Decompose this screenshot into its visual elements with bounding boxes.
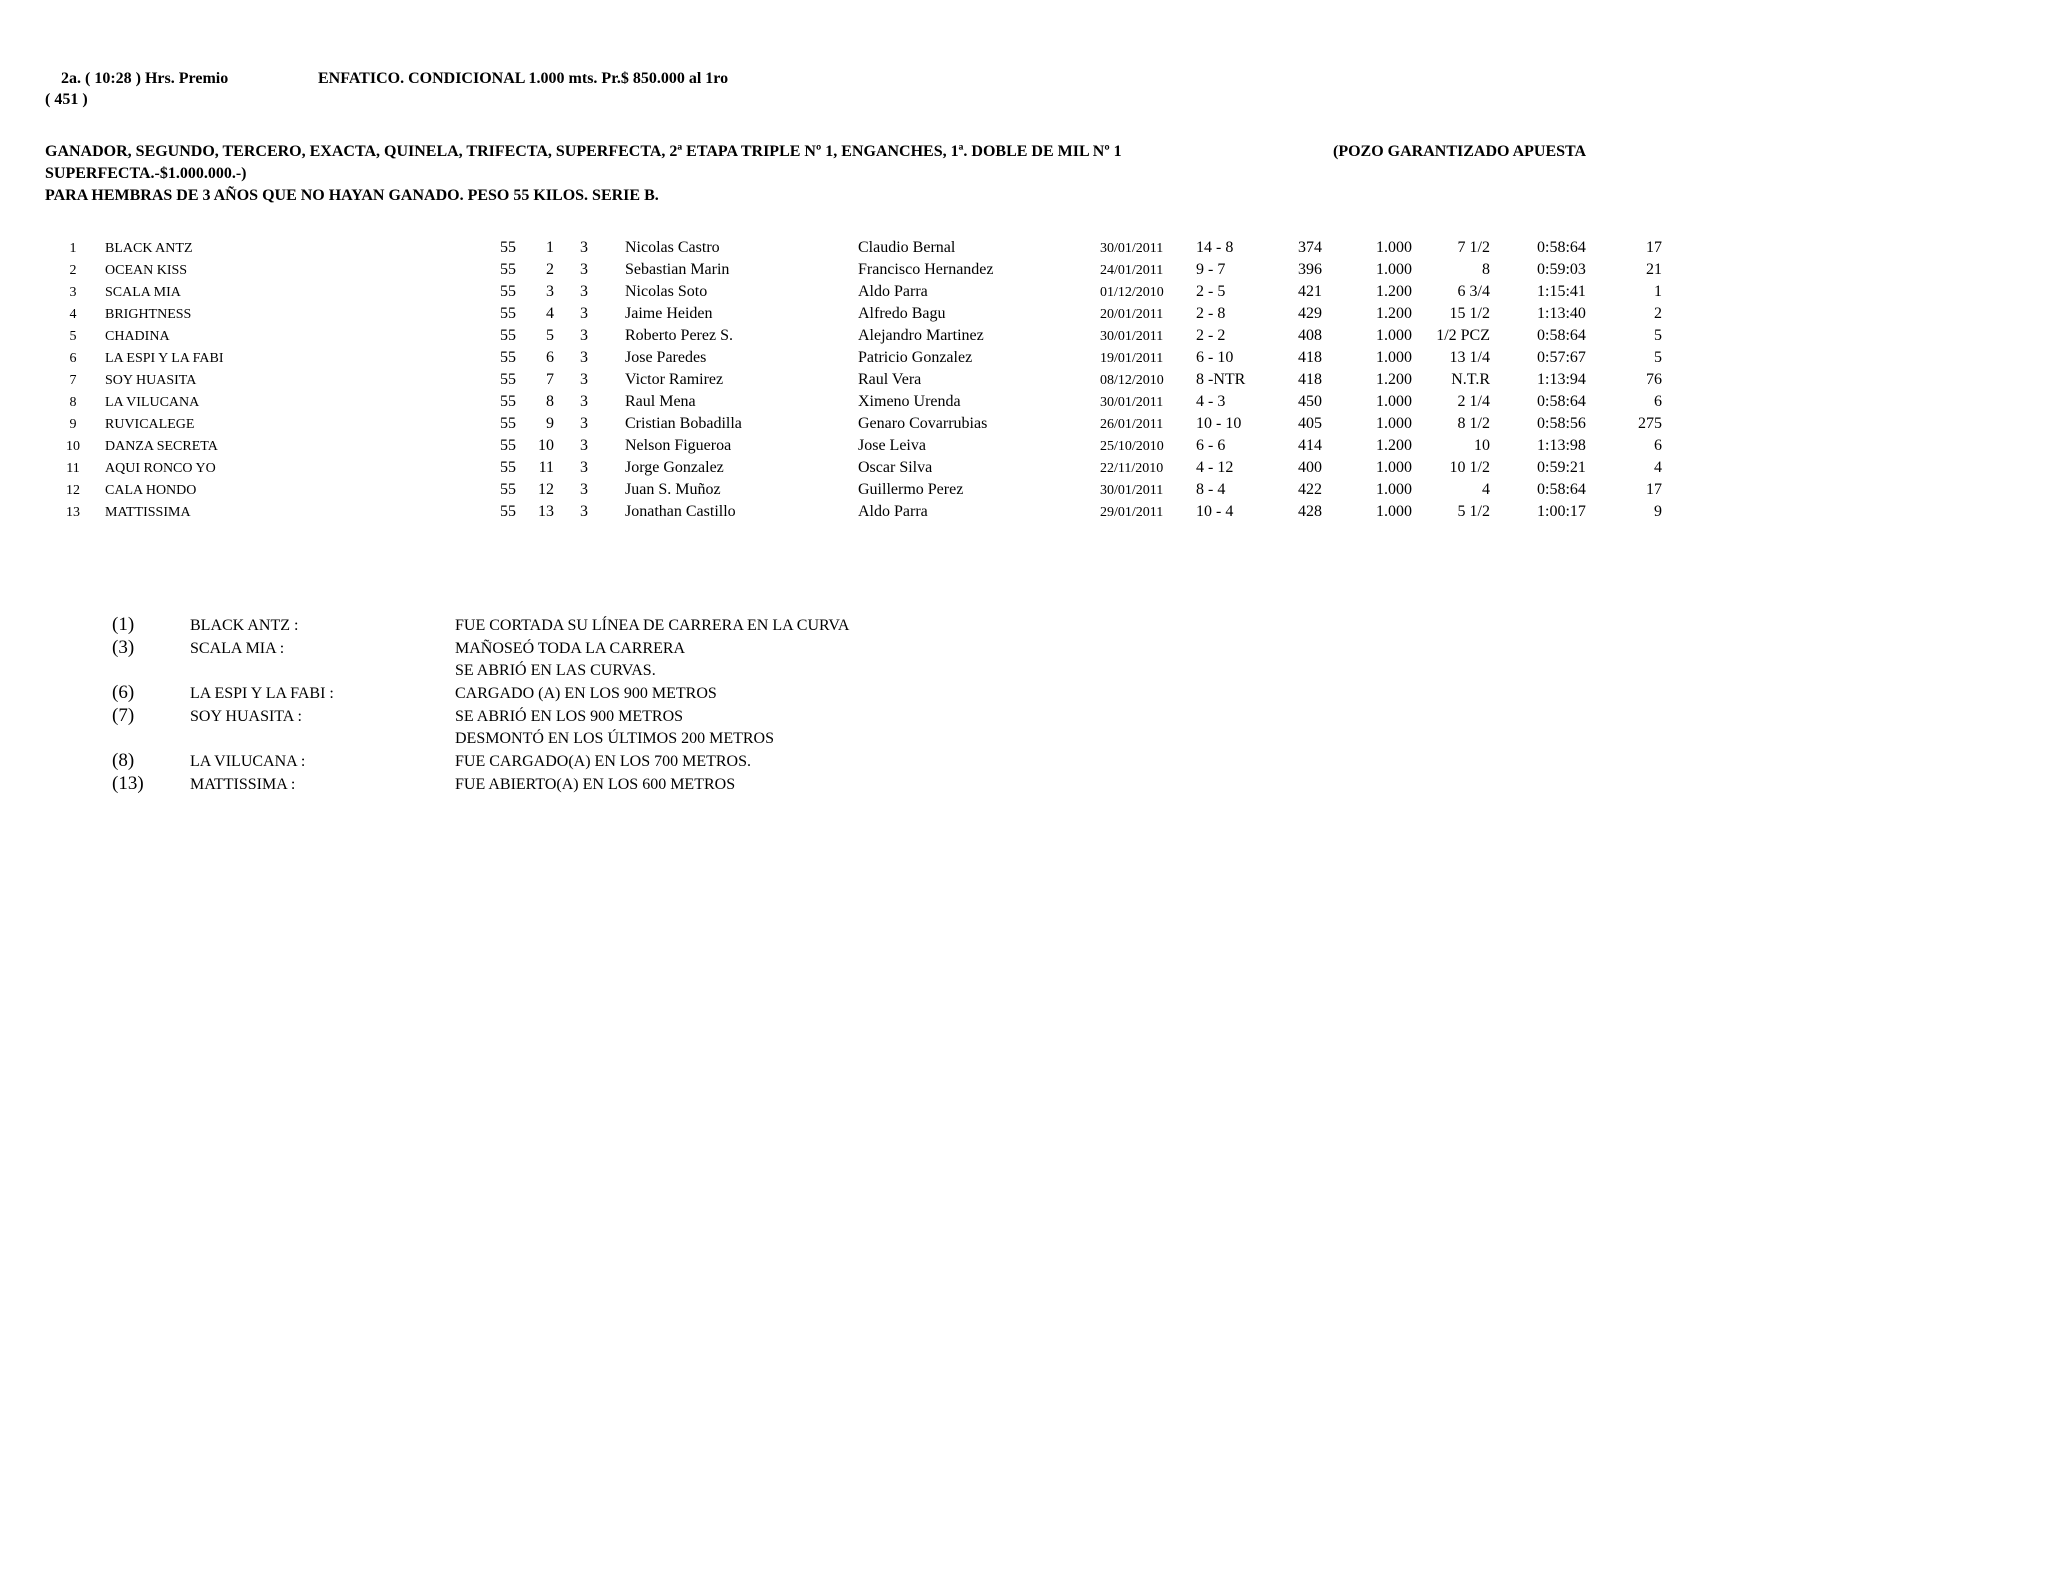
- cell-jockey: Jonathan Castillo: [625, 503, 736, 520]
- bet-types: GANADOR, SEGUNDO, TERCERO, EXACTA, QUINELA, TRIFECTA, SUPERFECTA, 2ª ETAPA TRIPLE Nº 1, ENGANCHES, 1ª. DOBLE DE MIL Nº 1: [45, 143, 1122, 160]
- cell-weight: 55: [500, 239, 516, 256]
- cell-horse: CHADINA: [105, 329, 170, 344]
- cell-place: 8 -NTR: [1196, 371, 1246, 388]
- cell-post: 3: [546, 283, 554, 300]
- cell-weight: 55: [500, 459, 516, 476]
- cell-age: 3: [580, 305, 588, 322]
- table-row: [0, 239, 2048, 261]
- cell-n: 1: [69, 241, 77, 256]
- cell-trainer: Claudio Bernal: [858, 239, 956, 256]
- cell-horse: MATTISSIMA: [105, 505, 191, 520]
- cell-trainer: Guillermo Perez: [858, 481, 964, 498]
- cell-time: 1:13:94: [1537, 371, 1586, 388]
- cell-place: 6 - 10: [1196, 349, 1234, 366]
- cell-jockey: Jose Paredes: [625, 349, 707, 366]
- cell-n: 8: [69, 395, 77, 410]
- cell-post: 12: [538, 481, 554, 498]
- cell-trainer: Raul Vera: [858, 371, 922, 388]
- cell-horse: LA ESPI Y LA FABI: [105, 351, 224, 366]
- cell-n: 12: [66, 483, 80, 498]
- cell-age: 3: [580, 371, 588, 388]
- cell-n: 5: [69, 329, 77, 344]
- incident-note-continuation: [0, 663, 2048, 685]
- incident-note: MAÑOSEÓ TODA LA CARRERA: [455, 640, 686, 657]
- incident-number: (7): [112, 705, 135, 726]
- incident-horse: MATTISSIMA :: [190, 776, 296, 793]
- cell-time: 1:13:40: [1537, 305, 1586, 322]
- incident-item: [0, 614, 2048, 640]
- cell-post: 4: [546, 305, 554, 322]
- race-title: ENFATICO. CONDICIONAL 1.000 mts. Pr.$ 850.000 al 1ro: [318, 70, 729, 87]
- cell-margin: 8 1/2: [1457, 415, 1490, 432]
- incident-note: FUE ABIERTO(A) EN LOS 600 METROS: [455, 776, 736, 793]
- cell-weight: 55: [500, 283, 516, 300]
- incident-note: DESMONTÓ EN LOS ÚLTIMOS 200 METROS: [455, 730, 774, 747]
- cell-age: 3: [580, 481, 588, 498]
- cell-margin: 4: [1482, 481, 1490, 498]
- cell-date: 29/01/2011: [1100, 505, 1164, 520]
- cell-post: 1: [546, 239, 554, 256]
- cell-time: 0:59:03: [1537, 261, 1586, 278]
- cell-odds: 4: [1654, 459, 1662, 476]
- cell-margin: 6 3/4: [1457, 283, 1490, 300]
- cell-weight: 55: [500, 415, 516, 432]
- cell-jockey: Victor Ramirez: [625, 371, 724, 388]
- cell-date: 25/10/2010: [1100, 439, 1164, 454]
- cell-date: 30/01/2011: [1100, 395, 1164, 410]
- incident-note: CARGADO (A) EN LOS 900 METROS: [455, 685, 717, 702]
- cell-km: 422: [1298, 481, 1322, 498]
- cell-trainer: Aldo Parra: [858, 283, 928, 300]
- cell-dist: 1.200: [1376, 283, 1412, 300]
- cell-horse: SCALA MIA: [105, 285, 181, 300]
- cell-n: 9: [69, 417, 77, 432]
- cell-date: 24/01/2011: [1100, 263, 1164, 278]
- table-row: [0, 437, 2048, 459]
- table-row: [0, 393, 2048, 415]
- cell-post: 6: [546, 349, 554, 366]
- cell-weight: 55: [500, 349, 516, 366]
- cell-place: 4 - 12: [1196, 459, 1234, 476]
- incident-note: SE ABRIÓ EN LAS CURVAS.: [455, 662, 656, 679]
- table-row: [0, 283, 2048, 305]
- cell-trainer: Oscar Silva: [858, 459, 933, 476]
- cell-km: 450: [1298, 393, 1322, 410]
- table-row: [0, 503, 2048, 525]
- cell-dist: 1.000: [1376, 261, 1412, 278]
- cell-n: 4: [69, 307, 77, 322]
- cell-n: 2: [69, 263, 77, 278]
- cell-weight: 55: [500, 503, 516, 520]
- cell-km: 418: [1298, 349, 1322, 366]
- cell-trainer: Ximeno Urenda: [858, 393, 961, 410]
- cell-post: 10: [538, 437, 554, 454]
- incident-note: SE ABRIÓ EN LOS 900 METROS: [455, 708, 684, 725]
- cell-time: 1:13:98: [1537, 437, 1586, 454]
- cell-dist: 1.000: [1376, 349, 1412, 366]
- cell-dist: 1.200: [1376, 437, 1412, 454]
- cell-post: 8: [546, 393, 554, 410]
- incident-horse: SCALA MIA :: [190, 640, 285, 657]
- cell-post: 13: [538, 503, 554, 520]
- cell-post: 7: [546, 371, 554, 388]
- cell-weight: 55: [500, 393, 516, 410]
- incident-number: (6): [112, 682, 135, 703]
- table-row: [0, 481, 2048, 503]
- cell-dist: 1.000: [1376, 393, 1412, 410]
- cell-km: 374: [1298, 239, 1322, 256]
- incident-item: [0, 682, 2048, 708]
- cell-horse: DANZA SECRETA: [105, 439, 218, 454]
- incident-note-continuation: [0, 731, 2048, 753]
- cell-age: 3: [580, 327, 588, 344]
- table-row: [0, 327, 2048, 349]
- cell-odds: 1: [1654, 283, 1662, 300]
- cell-dist: 1.200: [1376, 371, 1412, 388]
- cell-km: 405: [1298, 415, 1322, 432]
- cell-weight: 55: [500, 481, 516, 498]
- cell-time: 0:58:64: [1537, 393, 1586, 410]
- cell-jockey: Cristian Bobadilla: [625, 415, 742, 432]
- cell-date: 22/11/2010: [1100, 461, 1164, 476]
- cell-jockey: Nicolas Castro: [625, 239, 720, 256]
- cell-place: 10 - 10: [1196, 415, 1242, 432]
- cell-km: 408: [1298, 327, 1322, 344]
- cell-dist: 1.000: [1376, 481, 1412, 498]
- cell-time: 0:58:64: [1537, 481, 1586, 498]
- cell-place: 2 - 2: [1196, 327, 1226, 344]
- cell-margin: 5 1/2: [1457, 503, 1490, 520]
- incident-item: [0, 773, 2048, 799]
- cell-jockey: Raul Mena: [625, 393, 696, 410]
- cell-place: 14 - 8: [1196, 239, 1234, 256]
- cell-age: 3: [580, 393, 588, 410]
- cell-post: 2: [546, 261, 554, 278]
- cell-horse: LA VILUCANA: [105, 395, 200, 410]
- cell-age: 3: [580, 415, 588, 432]
- incident-number: (8): [112, 750, 135, 771]
- table-row: [0, 371, 2048, 393]
- cell-weight: 55: [500, 305, 516, 322]
- cell-date: 01/12/2010: [1100, 285, 1164, 300]
- cell-trainer: Patricio Gonzalez: [858, 349, 973, 366]
- cell-jockey: Roberto Perez S.: [625, 327, 733, 344]
- cell-date: 19/01/2011: [1100, 351, 1164, 366]
- cell-time: 1:00:17: [1537, 503, 1586, 520]
- incident-note: FUE CORTADA SU LÍNEA DE CARRERA EN LA CURVA: [455, 617, 850, 634]
- cell-time: 0:58:64: [1537, 327, 1586, 344]
- cell-dist: 1.000: [1376, 503, 1412, 520]
- cell-n: 7: [69, 373, 77, 388]
- cell-date: 30/01/2011: [1100, 241, 1164, 256]
- cell-age: 3: [580, 239, 588, 256]
- cell-km: 429: [1298, 305, 1322, 322]
- cell-dist: 1.000: [1376, 327, 1412, 344]
- cell-age: 3: [580, 283, 588, 300]
- cell-n: 11: [66, 461, 80, 476]
- cell-trainer: Alejandro Martinez: [858, 327, 984, 344]
- cell-place: 9 - 7: [1196, 261, 1226, 278]
- incidents-list: [0, 614, 2048, 799]
- cell-place: 2 - 8: [1196, 305, 1226, 322]
- cell-date: 30/01/2011: [1100, 329, 1164, 344]
- entries-table: [0, 239, 2048, 525]
- cell-margin: 10: [1474, 437, 1490, 454]
- cell-margin: 15 1/2: [1449, 305, 1490, 322]
- cell-dist: 1.000: [1376, 459, 1412, 476]
- cell-margin: 10 1/2: [1449, 459, 1490, 476]
- cell-age: 3: [580, 459, 588, 476]
- cell-time: 0:57:67: [1537, 349, 1586, 366]
- cell-n: 6: [69, 351, 77, 366]
- cell-margin: N.T.R: [1451, 371, 1490, 388]
- cell-odds: 275: [1638, 415, 1662, 432]
- incident-item: [0, 750, 2048, 776]
- cell-odds: 5: [1654, 327, 1662, 344]
- cell-time: 0:58:56: [1537, 415, 1586, 432]
- cell-odds: 17: [1646, 481, 1662, 498]
- cell-km: 421: [1298, 283, 1322, 300]
- cell-odds: 6: [1654, 393, 1662, 410]
- incident-number: (3): [112, 637, 135, 658]
- cell-n: 13: [66, 505, 80, 520]
- race-conditions: PARA HEMBRAS DE 3 AÑOS QUE NO HAYAN GANADO. PESO 55 KILOS. SERIE B.: [45, 187, 659, 204]
- cell-horse: BLACK ANTZ: [105, 241, 193, 256]
- table-row: [0, 305, 2048, 327]
- cell-place: 6 - 6: [1196, 437, 1226, 454]
- table-row: [0, 459, 2048, 481]
- cell-km: 428: [1298, 503, 1322, 520]
- cell-weight: 55: [500, 437, 516, 454]
- cell-jockey: Jaime Heiden: [625, 305, 713, 322]
- incident-number: (13): [112, 773, 144, 794]
- race-number: ( 451 ): [45, 91, 88, 108]
- cell-time: 1:15:41: [1537, 283, 1586, 300]
- cell-post: 5: [546, 327, 554, 344]
- cell-time: 0:59:21: [1537, 459, 1586, 476]
- cell-date: 20/01/2011: [1100, 307, 1164, 322]
- cell-horse: OCEAN KISS: [105, 263, 188, 278]
- cell-weight: 55: [500, 261, 516, 278]
- cell-trainer: Jose Leiva: [858, 437, 926, 454]
- cell-margin: 2 1/4: [1457, 393, 1490, 410]
- cell-date: 30/01/2011: [1100, 483, 1164, 498]
- cell-horse: CALA HONDO: [105, 483, 197, 498]
- cell-odds: 17: [1646, 239, 1662, 256]
- cell-horse: BRIGHTNESS: [105, 307, 192, 322]
- cell-margin: 13 1/4: [1449, 349, 1490, 366]
- cell-age: 3: [580, 261, 588, 278]
- cell-margin: 7 1/2: [1457, 239, 1490, 256]
- cell-age: 3: [580, 349, 588, 366]
- cell-post: 11: [538, 459, 554, 476]
- cell-jockey: Nelson Figueroa: [625, 437, 732, 454]
- cell-margin: 8: [1482, 261, 1490, 278]
- cell-odds: 9: [1654, 503, 1662, 520]
- cell-weight: 55: [500, 327, 516, 344]
- cell-place: 2 - 5: [1196, 283, 1226, 300]
- cell-km: 400: [1298, 459, 1322, 476]
- cell-place: 10 - 4: [1196, 503, 1234, 520]
- cell-time: 0:58:64: [1537, 239, 1586, 256]
- incident-note: FUE CARGADO(A) EN LOS 700 METROS.: [455, 753, 752, 770]
- cell-odds: 5: [1654, 349, 1662, 366]
- cell-trainer: Alfredo Bagu: [858, 305, 946, 322]
- incident-item: [0, 705, 2048, 731]
- cell-trainer: Aldo Parra: [858, 503, 928, 520]
- table-row: [0, 415, 2048, 437]
- cell-jockey: Juan S. Muñoz: [625, 481, 721, 498]
- race-time-label: 2a. ( 10:28 ) Hrs. Premio: [61, 70, 229, 87]
- cell-trainer: Francisco Hernandez: [858, 261, 994, 278]
- incident-item: [0, 637, 2048, 663]
- cell-date: 26/01/2011: [1100, 417, 1164, 432]
- cell-jockey: Jorge Gonzalez: [625, 459, 724, 476]
- cell-horse: SOY HUASITA: [105, 373, 197, 388]
- cell-odds: 21: [1646, 261, 1662, 278]
- cell-odds: 2: [1654, 305, 1662, 322]
- cell-horse: AQUI RONCO YO: [105, 461, 216, 476]
- cell-odds: 76: [1646, 371, 1662, 388]
- table-row: [0, 261, 2048, 283]
- incident-horse: LA ESPI Y LA FABI :: [190, 685, 334, 702]
- superfecta-guarantee: SUPERFECTA.-$1.000.000.-): [45, 165, 247, 182]
- incident-horse: BLACK ANTZ :: [190, 617, 299, 634]
- cell-n: 3: [69, 285, 77, 300]
- cell-n: 10: [66, 439, 80, 454]
- cell-post: 9: [546, 415, 554, 432]
- cell-horse: RUVICALEGE: [105, 417, 195, 432]
- cell-dist: 1.000: [1376, 415, 1412, 432]
- incident-number: (1): [112, 614, 135, 635]
- cell-km: 418: [1298, 371, 1322, 388]
- cell-km: 396: [1298, 261, 1322, 278]
- pozo-garantizado: (POZO GARANTIZADO APUESTA: [1333, 143, 1587, 160]
- cell-dist: 1.000: [1376, 239, 1412, 256]
- cell-dist: 1.200: [1376, 305, 1412, 322]
- cell-place: 8 - 4: [1196, 481, 1226, 498]
- cell-odds: 6: [1654, 437, 1662, 454]
- cell-place: 4 - 3: [1196, 393, 1226, 410]
- cell-jockey: Sebastian Marin: [625, 261, 730, 278]
- cell-margin: 1/2 PCZ: [1436, 327, 1490, 344]
- incident-horse: SOY HUASITA :: [190, 708, 302, 725]
- cell-age: 3: [580, 437, 588, 454]
- cell-trainer: Genaro Covarrubias: [858, 415, 988, 432]
- cell-age: 3: [580, 503, 588, 520]
- cell-km: 414: [1298, 437, 1322, 454]
- cell-jockey: Nicolas Soto: [625, 283, 708, 300]
- cell-weight: 55: [500, 371, 516, 388]
- incident-horse: LA VILUCANA :: [190, 753, 306, 770]
- cell-date: 08/12/2010: [1100, 373, 1164, 388]
- table-row: [0, 349, 2048, 371]
